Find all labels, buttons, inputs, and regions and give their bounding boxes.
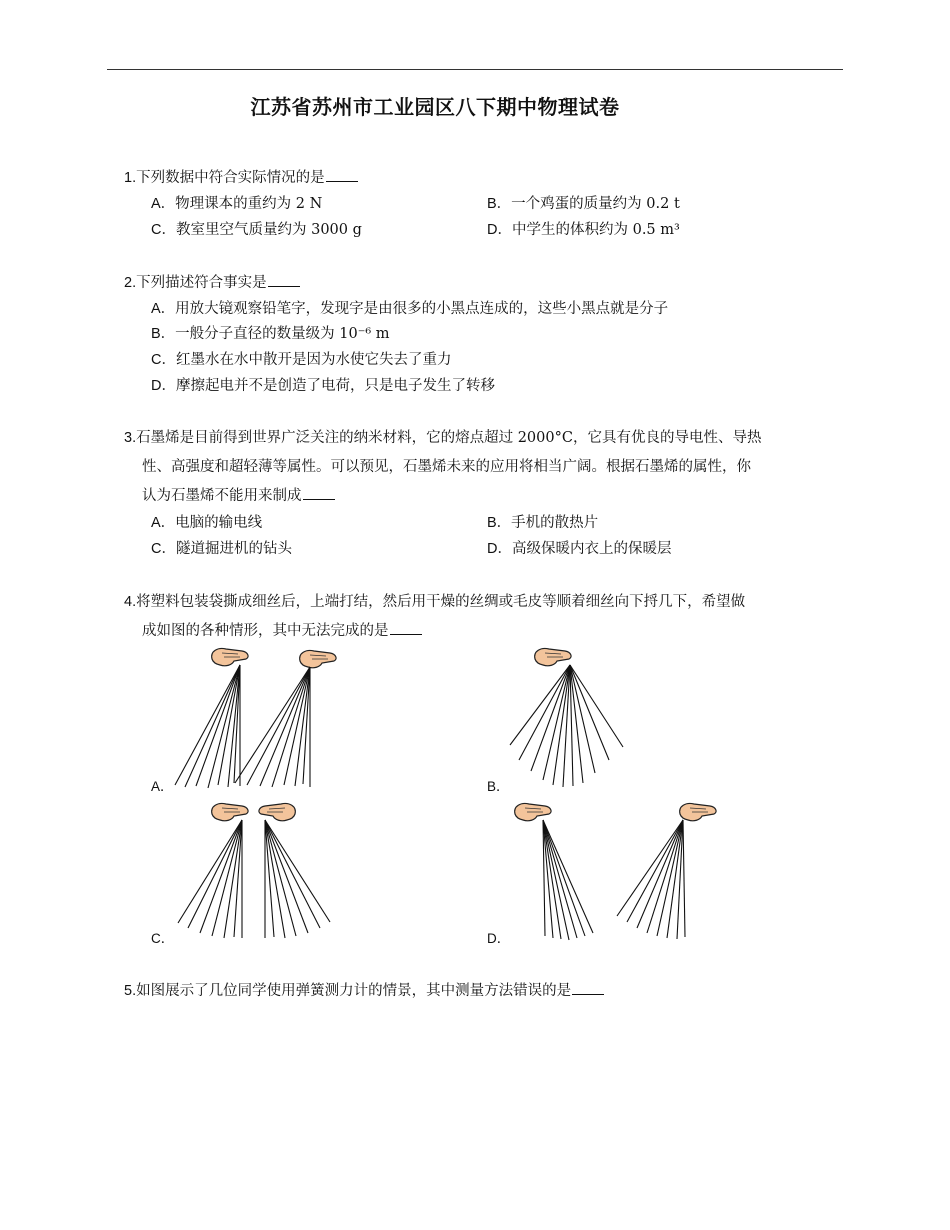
figure-a-two-fans-same-direction (170, 645, 345, 790)
strand-line (519, 665, 570, 760)
option-3c[interactable]: C．隧道掘进机的钻头 (151, 541, 292, 557)
question-stem: 如图展示了几位同学使用弹簧测力计的情景，其中测量方法错误的是 (136, 983, 572, 999)
strand-fan (235, 667, 310, 787)
figure-label-c[interactable]: C． (151, 931, 175, 946)
option-1b[interactable]: B．一个鸡蛋的质量约为 0.2 t (487, 196, 680, 212)
hand-icon (680, 803, 716, 820)
question-stem: 下列数据中符合实际情况的是 (136, 170, 325, 186)
hand-icon (212, 803, 248, 820)
hand-icon (259, 803, 295, 820)
option-3a[interactable]: A．电脑的输电线 (151, 515, 263, 531)
strand-line (235, 667, 310, 783)
answer-blank[interactable] (390, 620, 422, 635)
option-3b[interactable]: B．手机的散热片 (487, 515, 599, 531)
question-stem-line-1: 将塑料包装袋撕成细丝后，上端打结，然后用干燥的丝绸或毛皮等顺着细丝向下捋几下，希望做 (136, 594, 746, 610)
strand-line (570, 665, 595, 773)
strand-fan (175, 665, 240, 788)
figure-label-d[interactable]: D． (487, 931, 511, 946)
strand-line (196, 665, 240, 786)
question-4 (124, 589, 745, 615)
answer-blank[interactable] (268, 272, 300, 287)
option-2b[interactable]: B．一般分子直径的数量级为 10⁻⁶ m (151, 326, 390, 342)
question-3-line-2: 性、高强度和超轻薄等属性。可以预见，石墨烯未来的应用将相当广阔。根据石墨烯的属性，你 (142, 459, 751, 475)
strand-fan (543, 820, 593, 940)
strand-line (265, 820, 320, 928)
answer-blank[interactable] (326, 167, 358, 182)
figure-b-single-fan-spread (505, 645, 635, 790)
hand-icon (212, 648, 248, 665)
option-2c[interactable]: C．红墨水在水中散开是因为水使它失去了重力 (151, 352, 452, 368)
question-number: 2. (124, 275, 137, 291)
hand-icon (535, 648, 571, 665)
exam-title: 江苏省苏州市工业园区八下期中物理试卷 (250, 95, 620, 119)
question-5 (124, 978, 604, 1004)
strand-fan (265, 820, 330, 938)
question-number: 1. (124, 170, 137, 186)
strand-line (531, 665, 570, 771)
question-number: 3. (124, 430, 137, 446)
question-number: 5. (124, 983, 137, 999)
option-1d[interactable]: D．中学生的体积约为 0.5 m³ (487, 222, 680, 238)
strand-line (677, 820, 683, 939)
option-1a[interactable]: A．物理课本的重约为 2 N (151, 196, 323, 212)
option-2d[interactable]: D．摩擦起电并不是创造了电荷，只是电子发生了转移 (151, 378, 495, 394)
strand-line (563, 665, 570, 787)
strand-fan (178, 820, 242, 938)
option-1c[interactable]: C．教室里空气质量约为 3000 g (151, 222, 362, 238)
figure-d-two-fans-apart (505, 798, 725, 940)
option-2a[interactable]: A．用放大镜观察铅笔字，发现字是由很多的小黑点连成的，这些小黑点就是分子 (151, 301, 669, 317)
answer-blank[interactable] (572, 980, 604, 995)
strand-line (265, 820, 285, 938)
question-stem-line-1: 石墨烯是目前得到世界广泛关注的纳米材料，它的熔点超过 2000°C，它具有优良的导电性、导热 (136, 430, 762, 446)
question-number: 4. (124, 594, 137, 610)
figure-c-two-fans-repelling (170, 798, 340, 940)
strand-line (683, 820, 685, 937)
strand-line (570, 665, 609, 760)
question-3 (124, 425, 761, 451)
strand-line (617, 820, 683, 916)
hand-icon (300, 650, 336, 667)
question-stem: 下列描述符合事实是 (136, 275, 267, 291)
figure-label-b[interactable]: B． (487, 779, 510, 794)
question-4-line-2: 成如图的各种情形，其中无法完成的是 (142, 618, 422, 644)
top-rule (107, 69, 843, 70)
question-1 (124, 165, 358, 191)
hand-icon (515, 803, 551, 820)
question-2 (124, 270, 300, 296)
strand-line (543, 820, 593, 933)
strand-fan (617, 820, 685, 939)
figure-label-a[interactable]: A． (151, 779, 174, 794)
answer-blank[interactable] (303, 485, 335, 500)
question-3-line-3: 认为石墨烯不能用来制成 (142, 483, 335, 509)
option-3d[interactable]: D．高级保暖内衣上的保暖层 (487, 541, 672, 557)
strand-fan (510, 665, 623, 787)
